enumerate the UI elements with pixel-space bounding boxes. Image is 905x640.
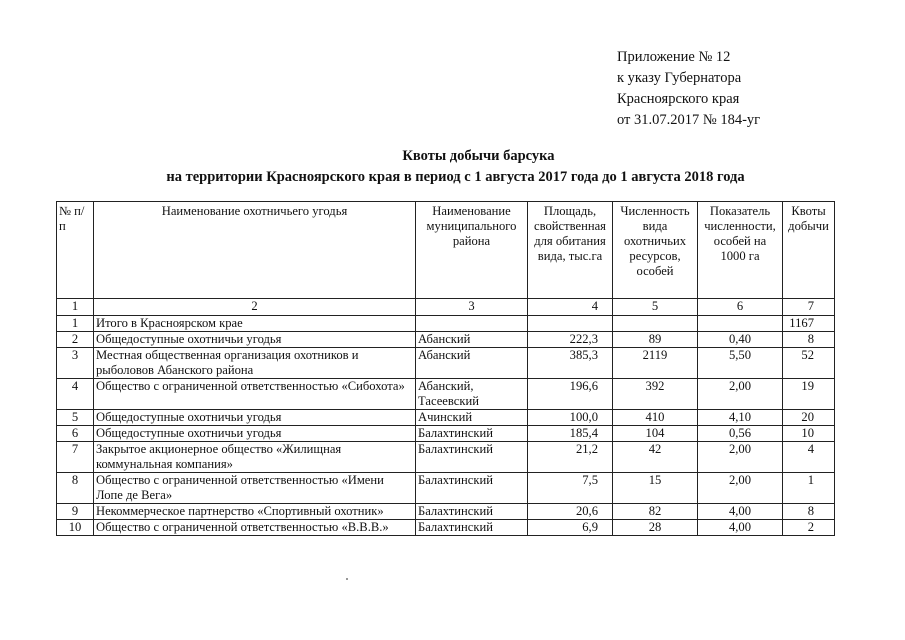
hunting-ground-name: Общество с ограниченной ответственностью «Имени Лопе де Вега»	[94, 473, 416, 504]
quota-value: 20	[783, 410, 835, 426]
index-cell: 7	[783, 299, 835, 316]
district-name: Балахтинский	[416, 473, 528, 504]
appendix-line: Красноярского края	[617, 91, 740, 107]
density-value: 4,00	[698, 520, 783, 536]
hunting-ground-name: Итого в Красноярском крае	[94, 316, 416, 332]
area-value: 196,6	[528, 379, 613, 410]
table-row	[57, 426, 835, 442]
population-value: 410	[613, 410, 698, 426]
appendix-line: Приложение № 12	[617, 49, 731, 65]
row-number: 7	[57, 442, 94, 473]
row-number: 9	[57, 504, 94, 520]
district-name: Балахтинский	[416, 442, 528, 473]
row-number: 1	[57, 316, 94, 332]
population-value: 15	[613, 473, 698, 504]
hunting-ground-name: Общество с ограниченной ответственностью «Сибохота»	[94, 379, 416, 410]
density-value: 0,40	[698, 332, 783, 348]
district-name: Балахтинский	[416, 520, 528, 536]
area-value: 7,5	[528, 473, 613, 504]
title-line: Квоты добычи барсука	[402, 148, 555, 164]
row-number: 6	[57, 426, 94, 442]
hunting-ground-name: Некоммерческое партнерство «Спортивный охотник»	[94, 504, 416, 520]
index-cell: 1	[57, 299, 94, 316]
table-header-row	[57, 202, 835, 299]
quota-value: 52	[783, 348, 835, 379]
population-value: 104	[613, 426, 698, 442]
hunting-ground-name: Местная общественная организация охотников и рыболовов Абанского района	[94, 348, 416, 379]
quota-value: 19	[783, 379, 835, 410]
area-value: 185,4	[528, 426, 613, 442]
index-cell: 5	[613, 299, 698, 316]
header-population: Численность вида охотничьих ресурсов, особей	[613, 202, 698, 299]
row-number: 8	[57, 473, 94, 504]
area-value: 100,0	[528, 410, 613, 426]
district-name: Балахтинский	[416, 504, 528, 520]
table-row	[57, 379, 835, 410]
header-density: Показатель численности, особей на 1000 га	[698, 202, 783, 299]
table-row	[57, 442, 835, 473]
population-value: 392	[613, 379, 698, 410]
quota-value: 4	[783, 442, 835, 473]
hunting-ground-name: Общество с ограниченной ответственностью «В.В.В.»	[94, 520, 416, 536]
table-row	[57, 332, 835, 348]
index-cell: 3	[416, 299, 528, 316]
district-name: Балахтинский	[416, 426, 528, 442]
row-number: 5	[57, 410, 94, 426]
population-value: 2119	[613, 348, 698, 379]
area-value: 6,9	[528, 520, 613, 536]
header-quota: Квоты добычи	[783, 202, 835, 299]
district-name: Абанский, Тасеевский	[416, 379, 528, 410]
district-name: Абанский	[416, 348, 528, 379]
quota-value: 8	[783, 332, 835, 348]
district-name: Абанский	[416, 332, 528, 348]
table-row	[57, 520, 835, 536]
index-cell: 2	[94, 299, 416, 316]
density-value: 0,56	[698, 426, 783, 442]
area-value: 21,2	[528, 442, 613, 473]
density-value: 5,50	[698, 348, 783, 379]
quota-value: 8	[783, 504, 835, 520]
quota-value: 1	[783, 473, 835, 504]
index-cell: 6	[698, 299, 783, 316]
appendix-line: от 31.07.2017 № 184-уг	[617, 112, 761, 128]
scan-speck	[346, 578, 348, 580]
hunting-ground-name: Общедоступные охотничьи угодья	[94, 332, 416, 348]
table-row	[57, 504, 835, 520]
area-value: 222,3	[528, 332, 613, 348]
density-value	[698, 316, 783, 332]
quota-table	[56, 201, 835, 536]
row-number: 10	[57, 520, 94, 536]
row-number: 4	[57, 379, 94, 410]
population-value: 89	[613, 332, 698, 348]
quota-value: 2	[783, 520, 835, 536]
hunting-ground-name: Закрытое акционерное общество «Жилищная коммунальная компания»	[94, 442, 416, 473]
appendix-line: к указу Губернатора	[617, 70, 742, 86]
density-value: 2,00	[698, 473, 783, 504]
table-row	[57, 473, 835, 504]
appendix-block	[617, 47, 760, 131]
density-value: 4,00	[698, 504, 783, 520]
density-value: 2,00	[698, 379, 783, 410]
row-number: 3	[57, 348, 94, 379]
density-value: 4,10	[698, 410, 783, 426]
area-value: 20,6	[528, 504, 613, 520]
title-subline: на территории Красноярского края в период с 1 августа 2017 года до 1 августа 2018 года	[166, 169, 745, 185]
table-row	[57, 348, 835, 379]
population-value: 42	[613, 442, 698, 473]
hunting-ground-name: Общедоступные охотничьи угодья	[94, 426, 416, 442]
table-row	[57, 410, 835, 426]
district-name: Ачинский	[416, 410, 528, 426]
population-value: 28	[613, 520, 698, 536]
district-name	[416, 316, 528, 332]
quota-value: 1167	[783, 316, 835, 332]
index-cell: 4	[528, 299, 613, 316]
area-value: 385,3	[528, 348, 613, 379]
hunting-ground-name: Общедоступные охотничьи угодья	[94, 410, 416, 426]
population-value: 82	[613, 504, 698, 520]
header-name: Наименование охотничьего угодья	[94, 202, 416, 299]
column-index-row	[57, 299, 835, 316]
header-district: Наименование муниципального района	[416, 202, 528, 299]
header-area: Площадь, свойственная для обитания вида, тыс.га	[528, 202, 613, 299]
header-num: № п/п	[57, 202, 94, 299]
table-row	[57, 316, 835, 332]
area-value	[528, 316, 613, 332]
document-title	[0, 146, 905, 188]
quota-value: 10	[783, 426, 835, 442]
row-number: 2	[57, 332, 94, 348]
density-value: 2,00	[698, 442, 783, 473]
population-value	[613, 316, 698, 332]
